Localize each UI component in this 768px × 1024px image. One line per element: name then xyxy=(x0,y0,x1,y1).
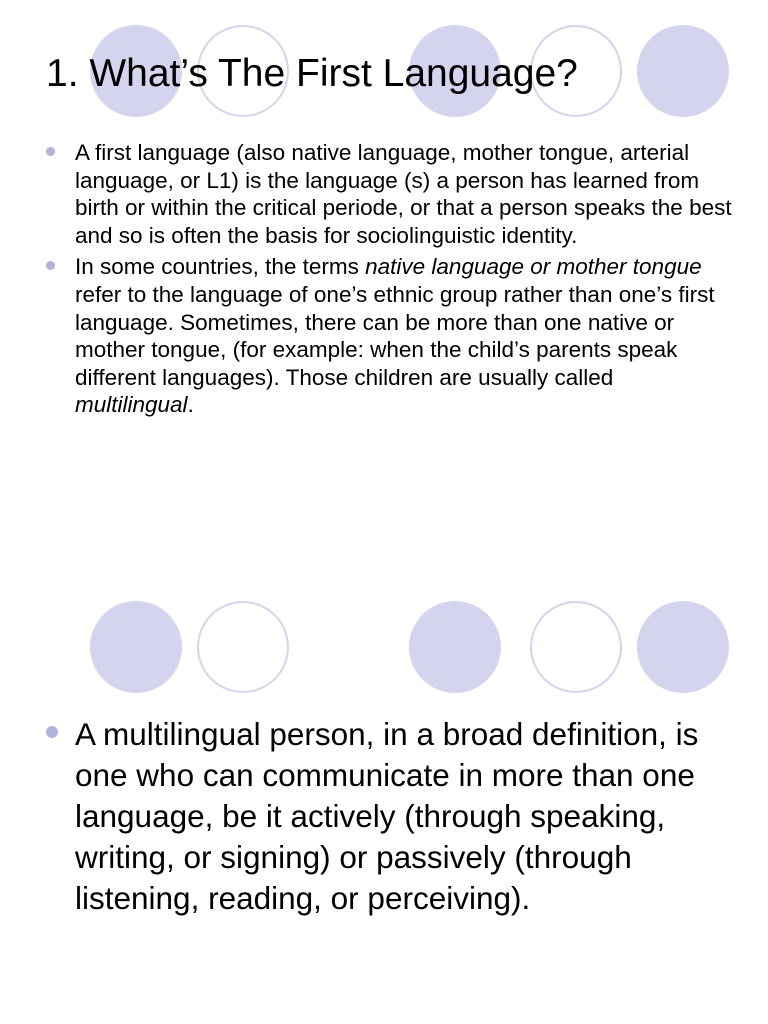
italic-term: multilingual xyxy=(75,392,188,418)
bullet-icon xyxy=(46,726,58,738)
bullet-item xyxy=(46,253,736,419)
text-segment: In some countries, the terms xyxy=(75,254,366,280)
bullet-list xyxy=(46,714,736,919)
decor-circle xyxy=(90,601,182,693)
decor-circle xyxy=(637,601,729,693)
decor-circle-outline xyxy=(197,601,289,693)
text-segment: refer to the language of one’s ethnic group rather than one’s first language. Sometimes, there can be more than one native or mother tongue, (for example: when the child’s parents speak different languages). Those children are usually called xyxy=(75,281,715,390)
text-segment: A multilingual person, in a broad definition, is one who can communicate in more than one language, be it actively (through speaking, writing, or signing) or passively (through listening, reading, or perceiving). xyxy=(75,716,699,916)
bullet-icon xyxy=(46,147,55,156)
bullet-text xyxy=(75,716,698,916)
italic-term: native language or mother tongue xyxy=(365,254,702,280)
bullet-text xyxy=(75,140,732,248)
text-segment: A first language (also native language, mother tongue, arterial language, or L1) is the language (s) a person has learned from birth or within the critical periode, or that a person speaks the best and so is often the basis for sociolinguistic identity. xyxy=(75,140,732,248)
decor-circle xyxy=(409,601,501,693)
slide-title: 1. What’s The First Language? xyxy=(46,52,578,95)
decor-circle-outline xyxy=(530,601,622,693)
bullet-list xyxy=(46,139,736,423)
bullet-icon xyxy=(46,261,55,270)
bullet-item xyxy=(46,714,736,919)
text-segment: . xyxy=(187,392,194,418)
decor-circle xyxy=(637,25,729,117)
bullet-item xyxy=(46,139,736,249)
bullet-text xyxy=(75,254,715,417)
